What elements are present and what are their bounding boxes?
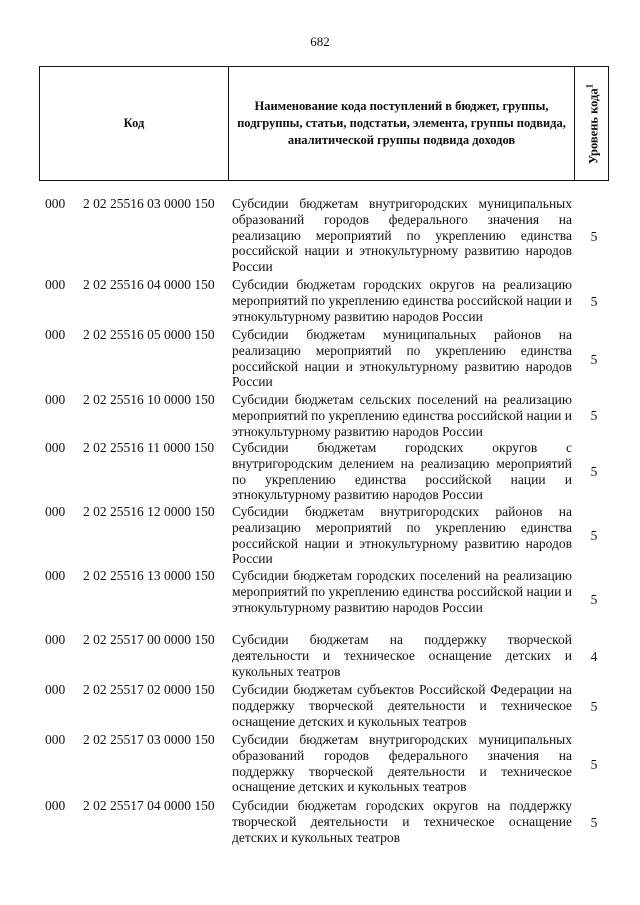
row-name: Субсидии бюджетам городских округов с внутригородским делением на реализацию мероприятий по укреплению единства российской нации и этнокультурному развитию народов России [232,440,572,503]
row-admin-code: 000 [45,196,66,211]
row-admin-code: 000 [45,277,66,292]
row-name: Субсидии бюджетам сельских поселений на реализацию мероприятий по укреплению единства российской нации и этнокультурному развитию народов России [232,392,572,439]
row-admin-code: 000 [45,327,66,342]
row-level: 5 [590,294,598,309]
row-code: 2 02 25517 02 0000 150 [83,682,215,697]
row-name: Субсидии бюджетам городских поселений на реализацию мероприятий по укреплению единства российской нации и этнокультурному развитию народов России [232,568,572,615]
table-row [0,682,640,732]
row-level: 4 [590,649,598,664]
row-name: Субсидии бюджетам внутригородских муниципальных образований городов федерального значения на реализацию мероприятий по укреплению единства российской нации и этнокультурному развитию народов России [232,196,572,275]
row-code: 2 02 25516 11 0000 150 [83,440,215,455]
header-name-text: Наименование кода поступлений в бюджет, группы, подгруппы, статьи, подстатьи, элемента, группы подвида, аналитической группы подвида доходов [237,99,566,147]
row-code: 2 02 25516 13 0000 150 [83,568,215,583]
header-level-label: Уровень кода [586,87,601,164]
row-level: 5 [590,815,598,830]
row-code: 2 02 25516 03 0000 150 [83,196,215,211]
row-level: 5 [590,699,598,714]
row-name: Субсидии бюджетам внутригородских муниципальных образований городов федерального значения на поддержку творческой деятельности и техническое оснащение детских и кукольных театров [232,732,572,795]
table-row [0,568,640,632]
row-code: 2 02 25516 05 0000 150 [83,327,215,342]
table-row [0,440,640,504]
row-admin-code: 000 [45,798,66,813]
row-admin-code: 000 [45,504,66,519]
row-code: 2 02 25517 03 0000 150 [83,732,215,747]
row-admin-code: 000 [45,440,66,455]
table-row [0,327,640,392]
header-level-text [581,83,602,163]
row-code: 2 02 25516 04 0000 150 [83,277,215,292]
row-level: 5 [590,528,598,543]
row-name: Субсидии бюджетам городских округов на поддержку творческой деятельности и техническое оснащение детских и кукольных театров [232,798,572,845]
header-level [575,67,609,181]
table-row [0,392,640,440]
row-level: 5 [590,757,598,772]
row-code: 2 02 25516 10 0000 150 [83,392,215,407]
table-header [39,66,609,181]
row-name: Субсидии бюджетам субъектов Российской Федерации на поддержку творческой деятельности и техническое оснащение детских и кукольных театров [232,682,572,729]
row-level: 5 [590,408,598,423]
row-admin-code: 000 [45,392,66,407]
row-level: 5 [590,351,598,367]
row-name: Субсидии бюджетам городских округов на реализацию мероприятий по укреплению единства российской нации и этнокультурному развитию народов России [232,277,572,324]
row-admin-code: 000 [45,732,66,747]
table-row [0,196,640,277]
table-body [0,196,640,848]
table-row [0,504,640,568]
row-admin-code: 000 [45,568,66,583]
row-name: Субсидии бюджетам внутригородских районов на реализацию мероприятий по укреплению единства российской нации и этнокультурному развитию народов России [232,504,572,567]
header-name [229,67,575,181]
row-code: 2 02 25517 00 0000 150 [83,632,215,647]
table-row [0,277,640,327]
page-number: 682 [310,34,330,49]
row-level: 5 [590,464,598,479]
row-name: Субсидии бюджетам муниципальных районов на реализацию мероприятий по укреплению единства российской нации и этнокультурному развитию народов России [232,327,572,390]
table-row [0,632,640,682]
row-admin-code: 000 [45,632,66,647]
header-code: Код [40,67,229,181]
row-admin-code: 000 [45,682,66,697]
table-row [0,732,640,798]
row-level: 5 [590,592,598,607]
row-code: 2 02 25517 04 0000 150 [83,798,215,813]
row-code: 2 02 25516 12 0000 150 [83,504,215,519]
row-level: 5 [590,228,598,244]
table-row [0,798,640,848]
row-name: Субсидии бюджетам на поддержку творческой деятельности и техническое оснащение детских и кукольных театров [232,632,572,679]
header-level-footnote: 1 [583,83,594,88]
